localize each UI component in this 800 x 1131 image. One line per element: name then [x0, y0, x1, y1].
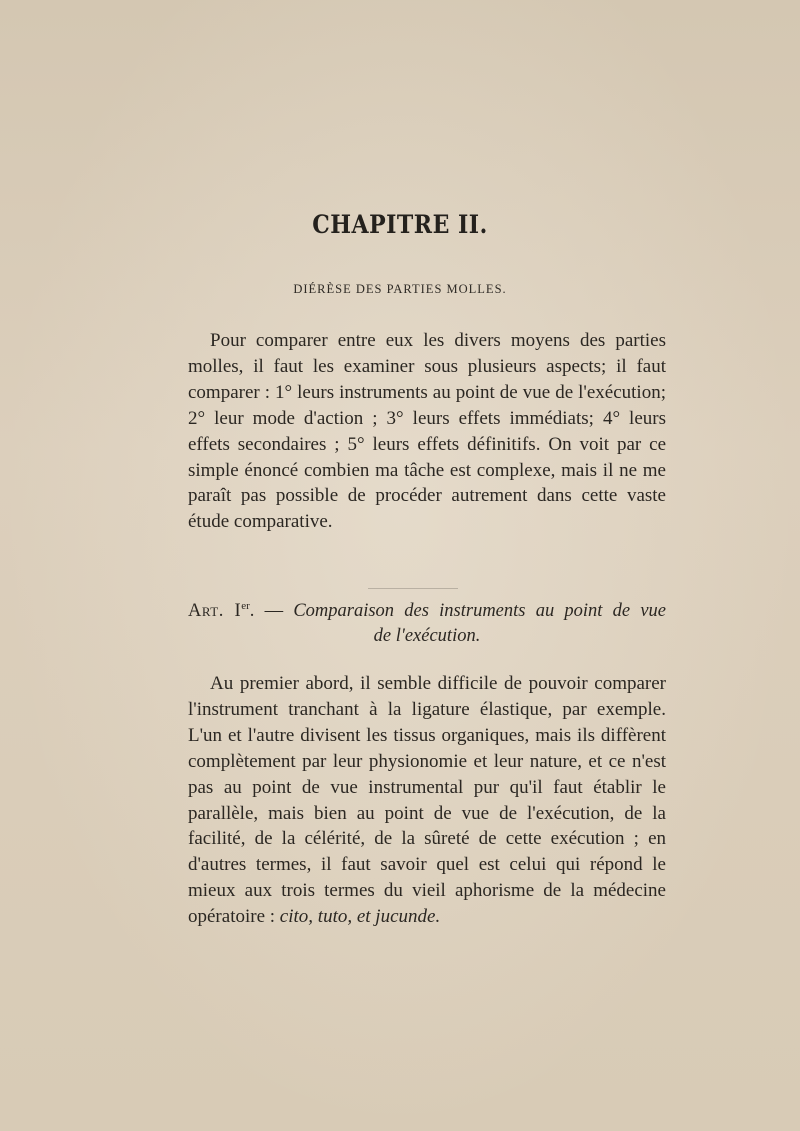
article-dash: . —: [249, 601, 284, 622]
body-paragraph: [188, 671, 666, 930]
divider-rule: [368, 588, 458, 589]
latin-motto: cito, tuto, et jucunde.: [279, 906, 441, 928]
article-heading: [188, 594, 666, 649]
chapter-title: CHAPITRE II.: [312, 210, 488, 240]
section-subtitle: DIÉRÈSE DES PARTIES MOLLES.: [293, 282, 507, 296]
body-paragraph-text: Au premier abord, il semble difficile de pouvoir comparer l'instrument tranchant à la ligature élastique, par exemple. L'un et l'autre divisent les tissus organiques, mais ils diffèrent complètement par leur physionomie et leur nature, et ce n'est pas au point de vue instrumental pur qu'il faut établir le parallèle, mais bien au point de vue de l'exécution, de la facilité, de la célérité, de la sûreté de cette exécution ; en d'autres termes, il faut savoir quel est celui qui répond le mieux aux trois termes du vieil aphorisme de la médecine opératoire :: [188, 673, 666, 928]
intro-paragraph: Pour comparer entre eux les divers moyens des parties molles, il faut les examiner sous plusieurs aspects; il faut comparer : 1° leurs instruments au point de vue de l'exécution; 2° leur mode d'action ; 3° leurs effets immédiats; 4° leurs effets secondaires ; 5° leurs effets définitifs. On voit par ce simple énoncé combien ma tâche est complexe, mais il ne me paraît pas possible de procéder autrement dans cette vaste étude comparative.: [188, 330, 666, 533]
article-title-line1: Comparaison des instruments au point de vue: [293, 601, 667, 622]
article-title-line2: de l'exécution.: [373, 626, 481, 647]
article-label-sup: er: [241, 600, 250, 612]
article-label: Art. I: [188, 601, 242, 622]
article-heading-line1: [188, 594, 666, 624]
